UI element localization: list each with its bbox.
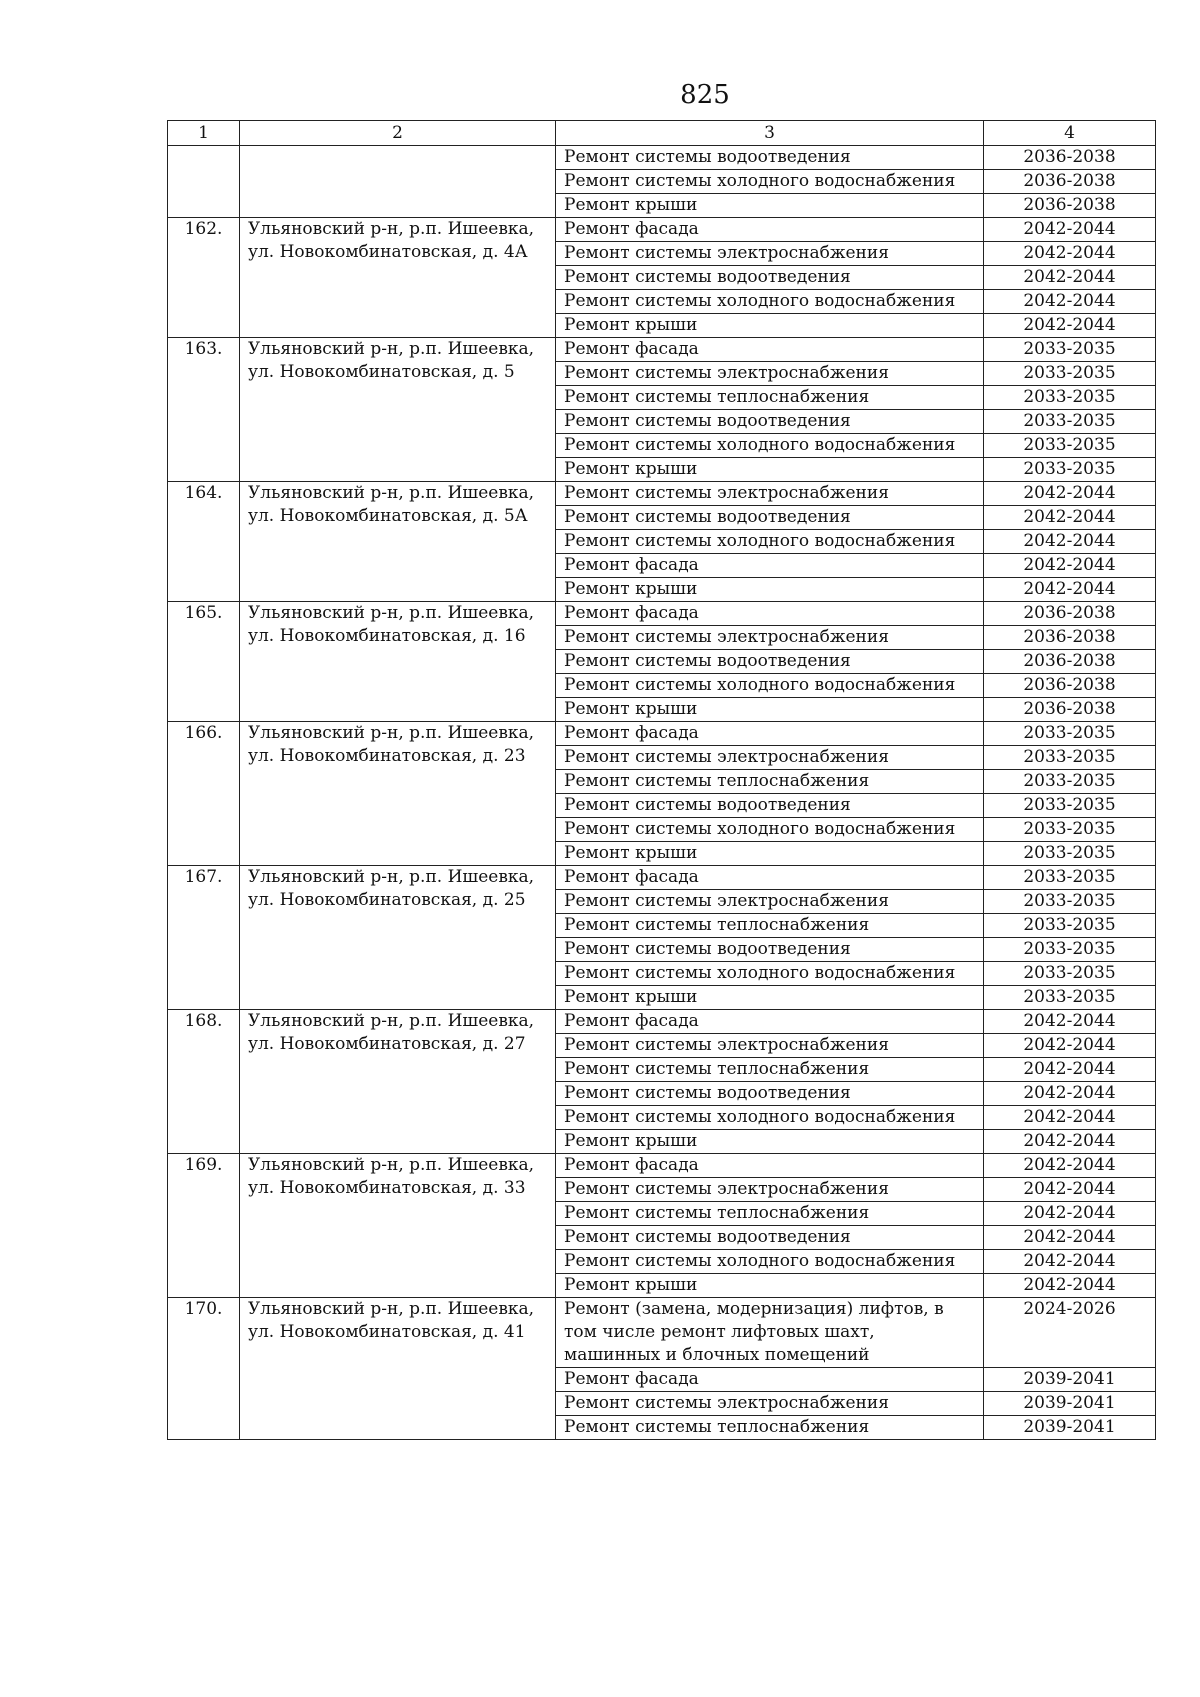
item-address: Ульяновский р-н, р.п. Ишеевка, ул. Новокомбинатовская, д. 27	[240, 1010, 556, 1154]
period-cell: 2033-2035	[984, 818, 1156, 842]
period-cell: 2033-2035	[984, 890, 1156, 914]
work-cell: Ремонт фасада	[556, 866, 984, 890]
work-cell: Ремонт фасада	[556, 602, 984, 626]
work-cell: Ремонт системы теплоснабжения	[556, 1202, 984, 1226]
work-cell: Ремонт системы теплоснабжения	[556, 1416, 984, 1440]
work-cell: Ремонт системы электроснабжения	[556, 1392, 984, 1416]
work-cell: Ремонт системы холодного водоснабжения	[556, 962, 984, 986]
work-cell: Ремонт системы электроснабжения	[556, 746, 984, 770]
work-cell: Ремонт системы холодного водоснабжения	[556, 1250, 984, 1274]
work-cell: Ремонт системы холодного водоснабжения	[556, 170, 984, 194]
item-number: 166.	[168, 722, 240, 866]
work-cell: Ремонт системы электроснабжения	[556, 362, 984, 386]
item-number: 168.	[168, 1010, 240, 1154]
period-cell: 2033-2035	[984, 410, 1156, 434]
period-cell: 2033-2035	[984, 458, 1156, 482]
work-cell: Ремонт системы водоотведения	[556, 938, 984, 962]
period-cell: 2033-2035	[984, 770, 1156, 794]
period-cell: 2042-2044	[984, 1010, 1156, 1034]
work-cell: Ремонт фасада	[556, 554, 984, 578]
continuation-num-cell	[168, 146, 240, 218]
work-cell: Ремонт крыши	[556, 458, 984, 482]
period-cell: 2042-2044	[984, 506, 1156, 530]
header-col-2: 2	[240, 121, 556, 146]
period-cell: 2033-2035	[984, 746, 1156, 770]
period-cell: 2036-2038	[984, 170, 1156, 194]
item-address: Ульяновский р-н, р.п. Ишеевка, ул. Новокомбинатовская, д. 33	[240, 1154, 556, 1298]
item-number: 170.	[168, 1298, 240, 1440]
item-address: Ульяновский р-н, р.п. Ишеевка, ул. Новокомбинатовская, д. 16	[240, 602, 556, 722]
period-cell: 2033-2035	[984, 362, 1156, 386]
work-cell: Ремонт фасада	[556, 1010, 984, 1034]
work-cell: Ремонт системы электроснабжения	[556, 890, 984, 914]
period-cell: 2033-2035	[984, 842, 1156, 866]
work-cell: Ремонт системы электроснабжения	[556, 1034, 984, 1058]
period-cell: 2033-2035	[984, 722, 1156, 746]
page-number: 825	[680, 80, 730, 110]
period-cell: 2036-2038	[984, 146, 1156, 170]
table-row	[168, 866, 1156, 890]
table-row	[168, 1154, 1156, 1178]
work-cell: Ремонт системы теплоснабжения	[556, 1058, 984, 1082]
repair-schedule-table	[167, 120, 1156, 1440]
period-cell: 2042-2044	[984, 314, 1156, 338]
period-cell: 2036-2038	[984, 674, 1156, 698]
item-address: Ульяновский р-н, р.п. Ишеевка, ул. Новокомбинатовская, д. 5А	[240, 482, 556, 602]
work-cell: Ремонт системы холодного водоснабжения	[556, 1106, 984, 1130]
period-cell: 2033-2035	[984, 866, 1156, 890]
work-cell: Ремонт системы водоотведения	[556, 410, 984, 434]
work-cell: Ремонт фасада	[556, 1368, 984, 1392]
table-row	[168, 1298, 1156, 1368]
header-row	[168, 121, 1156, 146]
period-cell: 2036-2038	[984, 650, 1156, 674]
table-row	[168, 218, 1156, 242]
work-cell: Ремонт системы электроснабжения	[556, 1178, 984, 1202]
period-cell: 2042-2044	[984, 1250, 1156, 1274]
work-cell: Ремонт фасада	[556, 218, 984, 242]
item-address: Ульяновский р-н, р.п. Ишеевка, ул. Новокомбинатовская, д. 5	[240, 338, 556, 482]
table-row	[168, 146, 1156, 170]
table-row	[168, 482, 1156, 506]
period-cell: 2033-2035	[984, 914, 1156, 938]
work-cell: Ремонт системы холодного водоснабжения	[556, 434, 984, 458]
table-row	[168, 722, 1156, 746]
work-cell: Ремонт системы теплоснабжения	[556, 770, 984, 794]
period-cell: 2033-2035	[984, 794, 1156, 818]
work-cell: Ремонт крыши	[556, 1274, 984, 1298]
work-cell: Ремонт крыши	[556, 698, 984, 722]
period-cell: 2033-2035	[984, 938, 1156, 962]
work-cell: Ремонт системы водоотведения	[556, 266, 984, 290]
period-cell: 2042-2044	[984, 482, 1156, 506]
header-col-4: 4	[984, 121, 1156, 146]
item-address: Ульяновский р-н, р.п. Ишеевка, ул. Новокомбинатовская, д. 4А	[240, 218, 556, 338]
work-cell: Ремонт системы холодного водоснабжения	[556, 674, 984, 698]
work-cell: Ремонт системы водоотведения	[556, 794, 984, 818]
work-cell: Ремонт системы холодного водоснабжения	[556, 290, 984, 314]
period-cell: 2036-2038	[984, 626, 1156, 650]
work-cell: Ремонт системы водоотведения	[556, 146, 984, 170]
period-cell: 2039-2041	[984, 1392, 1156, 1416]
table-body	[168, 146, 1156, 1440]
period-cell: 2033-2035	[984, 986, 1156, 1010]
work-cell: Ремонт крыши	[556, 986, 984, 1010]
item-number: 169.	[168, 1154, 240, 1298]
table-row	[168, 602, 1156, 626]
period-cell: 2042-2044	[984, 242, 1156, 266]
header-col-1: 1	[168, 121, 240, 146]
period-cell: 2042-2044	[984, 1202, 1156, 1226]
item-address: Ульяновский р-н, р.п. Ишеевка, ул. Новокомбинатовская, д. 41	[240, 1298, 556, 1440]
work-cell: Ремонт фасада	[556, 722, 984, 746]
period-cell: 2033-2035	[984, 962, 1156, 986]
period-cell: 2042-2044	[984, 1082, 1156, 1106]
period-cell: 2039-2041	[984, 1368, 1156, 1392]
period-cell: 2036-2038	[984, 698, 1156, 722]
item-number: 167.	[168, 866, 240, 1010]
work-cell: Ремонт системы теплоснабжения	[556, 914, 984, 938]
period-cell: 2033-2035	[984, 338, 1156, 362]
period-cell: 2024-2026	[984, 1298, 1156, 1368]
work-cell: Ремонт крыши	[556, 578, 984, 602]
work-cell: Ремонт системы электроснабжения	[556, 626, 984, 650]
work-cell: Ремонт крыши	[556, 842, 984, 866]
table-row	[168, 338, 1156, 362]
continuation-address-cell	[240, 146, 556, 218]
period-cell: 2033-2035	[984, 386, 1156, 410]
work-cell: Ремонт системы водоотведения	[556, 1226, 984, 1250]
item-address: Ульяновский р-н, р.п. Ишеевка, ул. Новокомбинатовская, д. 25	[240, 866, 556, 1010]
item-number: 163.	[168, 338, 240, 482]
item-number: 162.	[168, 218, 240, 338]
item-address: Ульяновский р-н, р.п. Ишеевка, ул. Новокомбинатовская, д. 23	[240, 722, 556, 866]
work-cell: Ремонт системы водоотведения	[556, 1082, 984, 1106]
work-cell: Ремонт фасада	[556, 338, 984, 362]
work-cell: Ремонт фасада	[556, 1154, 984, 1178]
work-cell: Ремонт системы холодного водоснабжения	[556, 818, 984, 842]
period-cell: 2042-2044	[984, 1106, 1156, 1130]
period-cell: 2033-2035	[984, 434, 1156, 458]
period-cell: 2042-2044	[984, 578, 1156, 602]
period-cell: 2042-2044	[984, 1274, 1156, 1298]
work-cell: Ремонт системы теплоснабжения	[556, 386, 984, 410]
period-cell: 2042-2044	[984, 1154, 1156, 1178]
period-cell: 2042-2044	[984, 530, 1156, 554]
work-cell: Ремонт системы холодного водоснабжения	[556, 530, 984, 554]
period-cell: 2042-2044	[984, 1058, 1156, 1082]
work-cell: Ремонт (замена, модернизация) лифтов, в том числе ремонт лифтовых шахт, машинных и блочных помещений	[556, 1298, 984, 1368]
work-cell: Ремонт крыши	[556, 314, 984, 338]
period-cell: 2042-2044	[984, 1130, 1156, 1154]
period-cell: 2036-2038	[984, 194, 1156, 218]
table-row	[168, 1010, 1156, 1034]
header-col-3: 3	[556, 121, 984, 146]
period-cell: 2042-2044	[984, 266, 1156, 290]
period-cell: 2042-2044	[984, 218, 1156, 242]
work-cell: Ремонт системы электроснабжения	[556, 242, 984, 266]
work-cell: Ремонт системы водоотведения	[556, 506, 984, 530]
work-cell: Ремонт крыши	[556, 194, 984, 218]
period-cell: 2036-2038	[984, 602, 1156, 626]
item-number: 165.	[168, 602, 240, 722]
period-cell: 2039-2041	[984, 1416, 1156, 1440]
period-cell: 2042-2044	[984, 554, 1156, 578]
item-number: 164.	[168, 482, 240, 602]
period-cell: 2042-2044	[984, 1034, 1156, 1058]
work-cell: Ремонт крыши	[556, 1130, 984, 1154]
work-cell: Ремонт системы водоотведения	[556, 650, 984, 674]
period-cell: 2042-2044	[984, 290, 1156, 314]
period-cell: 2042-2044	[984, 1178, 1156, 1202]
period-cell: 2042-2044	[984, 1226, 1156, 1250]
work-cell: Ремонт системы электроснабжения	[556, 482, 984, 506]
